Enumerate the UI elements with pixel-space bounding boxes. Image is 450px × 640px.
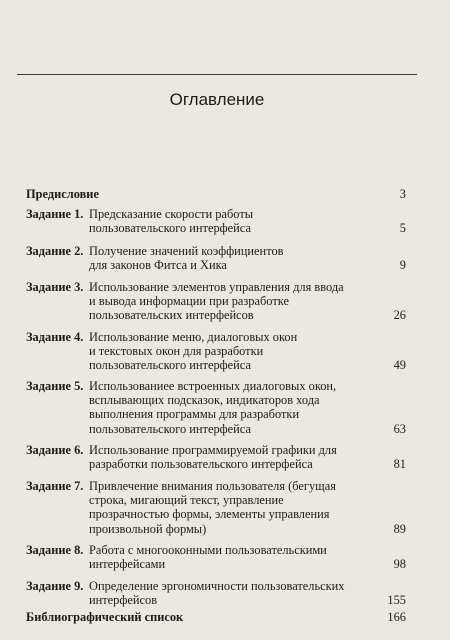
toc-entry-page-number: 98: [393, 557, 406, 572]
toc-entry-title-line: и вывода информации при разработке: [89, 294, 289, 309]
toc-entry-label: Задание 7.: [26, 479, 84, 493]
toc-entry-title-line: для законов Фитса и Хика: [89, 258, 227, 273]
toc-entry-page-number: 81: [393, 457, 406, 472]
toc-entry-title-line: выполнения программы для разработки: [89, 407, 300, 422]
toc-entry-title-line: всплывающих подсказок, индикаторов хода: [89, 393, 320, 408]
toc-entry-title-line: Использование меню, диалоговых окон: [89, 330, 298, 344]
toc-entry-title: [89, 244, 359, 272]
toc-entry-title-line: Работа с многооконными пользовательскими: [89, 543, 327, 557]
toc-entry-title-line: интерфейсов: [89, 593, 158, 608]
toc-entry-title: [89, 543, 359, 571]
toc-entry-title-line: пользовательского интерфейса: [89, 358, 251, 373]
toc-entry-title: [89, 479, 359, 536]
toc-entry-label: Задание 1.: [26, 207, 84, 221]
toc-entry-title-line: пользовательского интерфейса: [89, 421, 251, 436]
toc-entry-title: [89, 207, 359, 235]
toc-entry-title: [89, 443, 359, 471]
toc-entry-page-number: 49: [393, 358, 406, 373]
toc-entry-label: Задание 9.: [26, 579, 84, 593]
toc-entry-title-line: Предсказание скорости работы: [89, 207, 254, 221]
toc-entry-label: Задание 5.: [26, 379, 84, 393]
toc-entry-label: Библиографический список: [26, 610, 184, 624]
toc-entry-page-number: 63: [393, 421, 406, 436]
toc-entry-title-line: Использование элементов управления для ввода: [89, 280, 344, 294]
toc-entry-page-number: 9: [399, 258, 406, 273]
toc-entry-label: Задание 6.: [26, 443, 84, 457]
toc-entry-label: Задание 4.: [26, 330, 84, 344]
toc-entry-label: Задание 3.: [26, 280, 84, 294]
toc-entry-title-line: разработки пользовательского интерфейса: [89, 457, 313, 472]
toc-entry-title: [89, 579, 359, 607]
toc-entry-title: [89, 379, 359, 436]
toc-entry-page-number: 155: [387, 593, 406, 608]
toc-entry-page-number: 26: [393, 308, 406, 323]
toc-entry-title-line: Определение эргономичности пользовательских: [89, 579, 345, 593]
top-rule: [17, 74, 417, 75]
toc-entry-title: [89, 280, 359, 323]
toc-entry-page-number: 89: [393, 521, 406, 536]
toc-entry-title: [89, 330, 359, 373]
toc-entry-title-line: пользовательских интерфейсов: [89, 308, 254, 323]
toc-entry-title-line: Использование программируемой графики для: [89, 443, 337, 457]
toc-entry-title-line: Использованиее встроенных диалоговых окон,: [89, 379, 337, 393]
toc-entry-page-number: 166: [387, 610, 406, 624]
toc-entry-label: Задание 2.: [26, 244, 84, 258]
toc-entry-page-number: 5: [399, 221, 406, 236]
toc-entry-title-line: Привлечение внимания пользователя (бегущая: [89, 479, 336, 493]
toc-entry-title-line: и текстовых окон для разработки: [89, 344, 264, 359]
toc-entry-label: Предисловие: [26, 187, 99, 201]
toc-entry-title-line: прозрачностью формы, элементы управления: [89, 507, 330, 522]
toc-entry-title-line: интерфейсами: [89, 557, 166, 572]
toc-entry-title-line: произвольной формы): [89, 521, 207, 536]
toc-entry-title-line: пользовательского интерфейса: [89, 221, 251, 236]
page-title: Оглавление: [169, 90, 265, 109]
toc-entry-title-line: Получение значений коэффициентов: [89, 244, 284, 258]
toc-entry-label: Задание 8.: [26, 543, 84, 557]
toc-entry-page-number: 3: [399, 187, 406, 201]
toc-entry-title-line: строка, мигающий текст, управление: [89, 493, 284, 508]
